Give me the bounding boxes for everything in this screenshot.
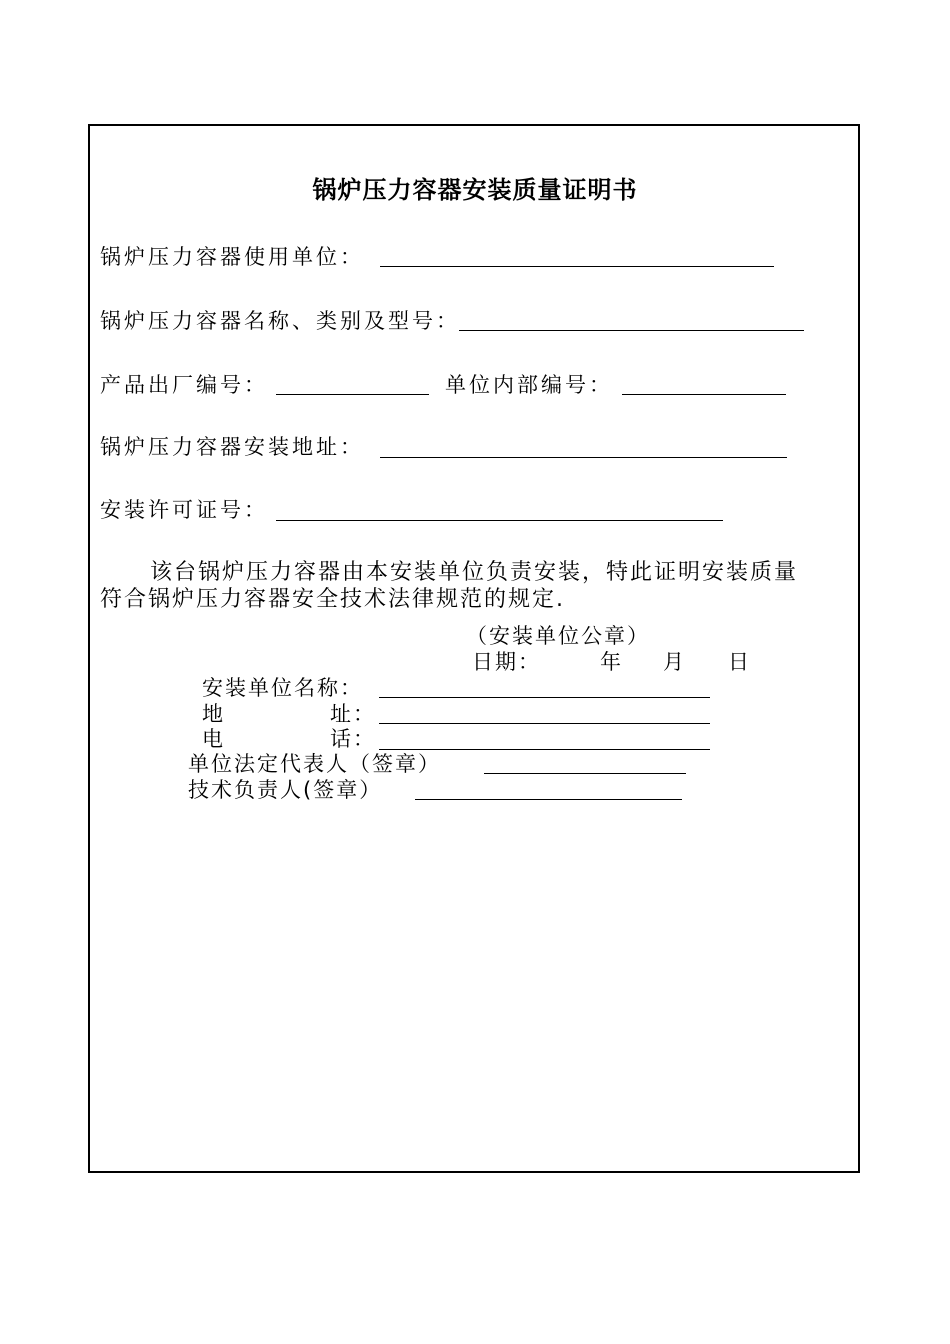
phone-label-b: 话： [330, 727, 376, 751]
name-type-model-blank[interactable] [459, 330, 804, 331]
date-label: 日期： [472, 650, 541, 674]
internal-no-label: 单位内部编号： [445, 373, 613, 397]
date-year: 年 [600, 650, 623, 674]
statement-line-2: 符合锅炉压力容器安全技术法律规范的规定. [100, 587, 565, 612]
unit-name-blank[interactable] [379, 697, 710, 698]
address-label-a: 地 [202, 702, 225, 726]
name-type-model-label: 锅炉压力容器名称、类别及型号： [100, 309, 460, 333]
document-border [88, 124, 860, 1173]
address-blank[interactable] [379, 723, 710, 724]
date-day: 日 [728, 650, 751, 674]
seal-label: （安装单位公章） [466, 624, 650, 648]
legal-rep-label: 单位法定代表人（签章） [188, 752, 441, 776]
install-address-blank[interactable] [380, 457, 787, 458]
address-label-b: 址： [330, 702, 376, 726]
tech-lead-label: 技术负责人(签章） [188, 778, 383, 802]
phone-blank[interactable] [379, 749, 710, 750]
factory-no-blank[interactable] [276, 394, 429, 395]
phone-label-a: 电 [202, 727, 225, 751]
tech-lead-blank[interactable] [415, 799, 682, 800]
user-unit-blank[interactable] [380, 266, 774, 267]
legal-rep-blank[interactable] [484, 773, 686, 774]
factory-no-label: 产品出厂编号： [100, 373, 268, 397]
document-title: 锅炉压力容器安装质量证明书 [312, 175, 638, 204]
install-address-label: 锅炉压力容器安装地址： [100, 435, 364, 459]
license-no-blank[interactable] [276, 520, 723, 521]
date-month: 月 [663, 650, 686, 674]
user-unit-label: 锅炉压力容器使用单位： [100, 245, 364, 269]
license-no-label: 安装许可证号： [100, 498, 268, 522]
statement-line-1: 该台锅炉压力容器由本安装单位负责安装，特此证明安装质量 [150, 560, 799, 585]
unit-name-label: 安装单位名称： [202, 676, 363, 700]
internal-no-blank[interactable] [622, 394, 786, 395]
